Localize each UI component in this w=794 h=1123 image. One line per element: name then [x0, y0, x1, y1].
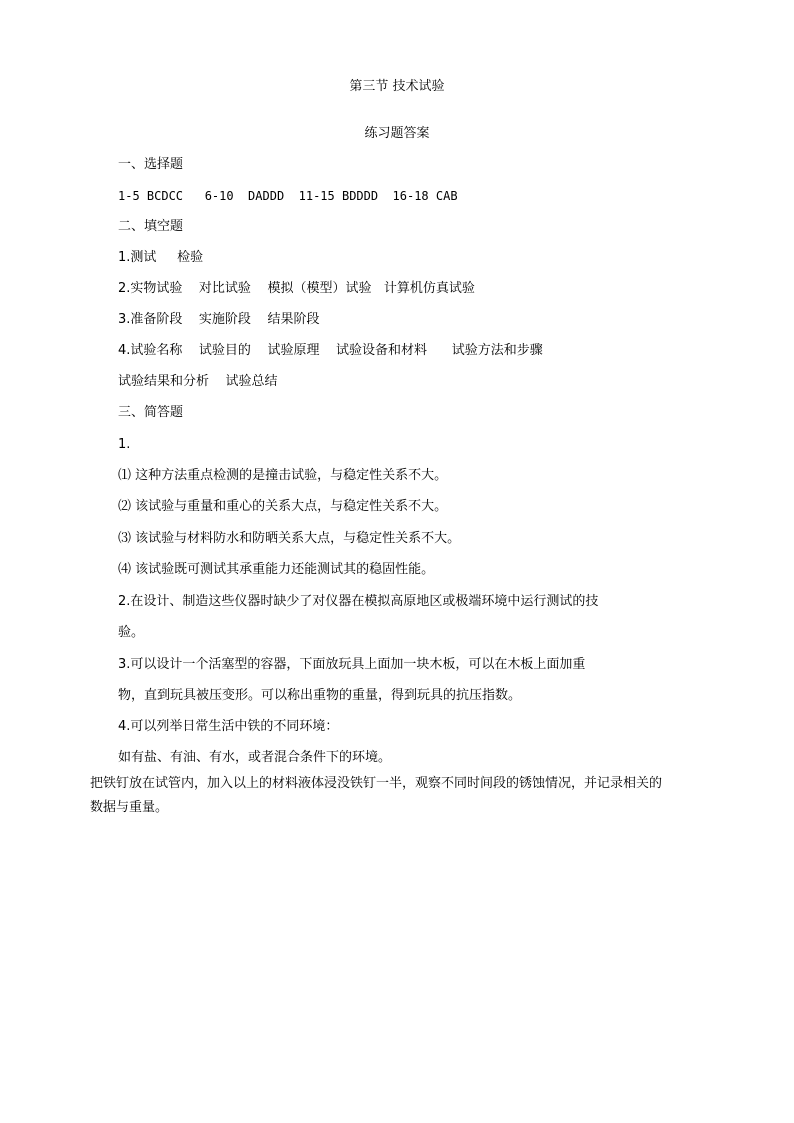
short-answer-2: 2.在设计、制造这些仪器时缺少了对仪器在模拟高原地区或极端环境中运行测试的技: [118, 594, 599, 609]
short-answer-3: 3.可以设计一个活塞型的容器，下面放玩具上面加一块木板，可以在木板上面加重: [118, 657, 586, 672]
short-answer-2-continued: 验。: [118, 625, 145, 640]
short-answer-1-item-4: ⑷ 该试验既可测试其承重能力还能测试其的稳固性能。: [118, 562, 435, 577]
page-subtitle: 练习题答案: [364, 126, 430, 141]
fill-answer-3: 3.准备阶段 实施阶段 结果阶段: [118, 312, 320, 327]
fill-answer-2: 2.实物试验 对比试验 模拟（模型）试验 计算机仿真试验: [118, 281, 475, 296]
short-answer-1-label: 1.: [118, 437, 131, 452]
short-answer-4-method: 把铁钉放在试管内，加入以上的材料液体浸没铁钉一半，观察不同时间段的锈蚀情况，并记录相关的: [90, 776, 663, 791]
short-answer-1-item-1: ⑴ 这种方法重点检测的是撞击试验，与稳定性关系不大。: [118, 468, 448, 483]
fill-answer-1: 1.测试 检验: [118, 250, 204, 265]
fill-answer-4: 4.试验名称 试验目的 试验原理 试验设备和材料 试验方法和步骤: [118, 343, 543, 358]
fill-answer-4-continued: 试验结果和分析 试验总结: [118, 374, 278, 389]
short-answer-4-method-continued: 数据与重量。: [90, 800, 169, 815]
section-heading-short: 三、简答题: [118, 405, 184, 420]
short-answer-4: 4.可以列举日常生活中铁的不同环境：: [118, 719, 339, 734]
short-answer-3-continued: 物，直到玩具被压变形。可以称出重物的重量，得到玩具的抗压指数。: [118, 688, 522, 703]
short-answer-1-item-2: ⑵ 该试验与重量和重心的关系大点，与稳定性关系不大。: [118, 499, 448, 514]
short-answer-1-item-3: ⑶ 该试验与材料防水和防晒关系大点，与稳定性关系不大。: [118, 531, 461, 546]
section-heading-choice: 一、选择题: [118, 157, 184, 172]
page-title: 第三节 技术试验: [349, 79, 445, 94]
choice-answers: 1-5 BCDCC 6-10 DADDD 11-15 BDDDD 16-18 CAB: [118, 189, 458, 203]
section-heading-fill: 二、填空题: [118, 219, 184, 234]
short-answer-4-examples: 如有盐、有油、有水，或者混合条件下的环境。: [118, 750, 392, 765]
